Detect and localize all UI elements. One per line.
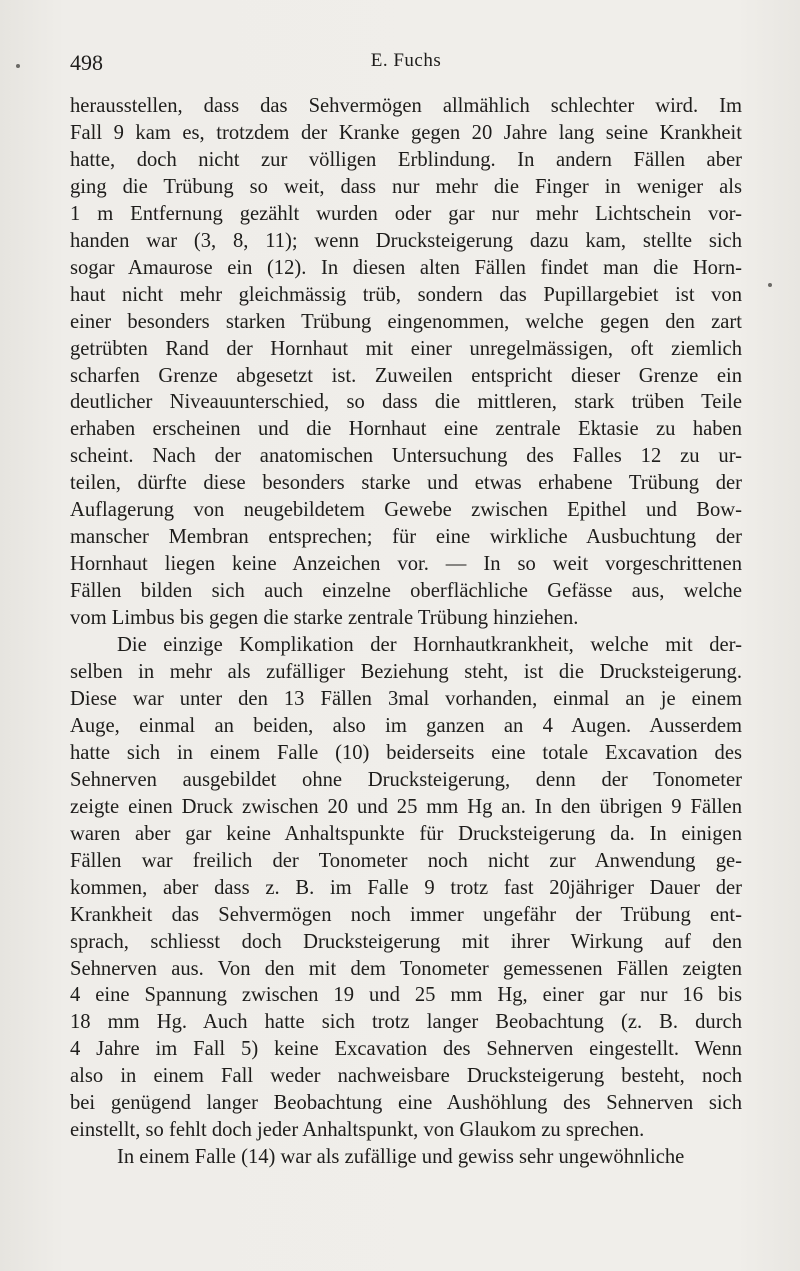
paragraph bbox=[70, 632, 742, 1144]
text-line: selben in mehr als zufälliger Beziehung steht, ist die Drucksteigerung. bbox=[70, 661, 742, 684]
text-line: Fällen war freilich der Tonometer noch nicht zur Anwendung ge- bbox=[70, 849, 742, 872]
margin-speck bbox=[16, 64, 20, 68]
text-line: waren aber gar keine Anhaltspunkte für Drucksteigerung da. In einigen bbox=[70, 822, 742, 845]
text-line: deutlicher Niveauunterschied, so dass die mittleren, stark trüben Teile bbox=[70, 391, 742, 414]
text-line: getrübten Rand der Hornhaut mit einer unregelmässigen, oft ziemlich bbox=[70, 337, 742, 360]
text-line: sprach, schliesst doch Drucksteigerung mit ihrer Wirkung auf den bbox=[70, 930, 742, 953]
text-line: Diese war unter den 13 Fällen 3mal vorhanden, einmal an je einem bbox=[70, 687, 742, 710]
text-line: ging die Trübung so weit, dass nur mehr die Finger in weniger als bbox=[70, 175, 742, 198]
paragraph bbox=[70, 93, 742, 632]
text-line: Die einzige Komplikation der Hornhautkrankheit, welche mit der- bbox=[117, 634, 742, 657]
text-line: Fällen bilden sich auch einzelne oberflächliche Gefässe aus, welche bbox=[70, 580, 742, 603]
text-line: 4 eine Spannung zwischen 19 und 25 mm Hg, einer gar nur 16 bis bbox=[70, 984, 742, 1007]
text-line: einstellt, so fehlt doch jeder Anhaltspunkt, von Glaukom zu sprechen. bbox=[70, 1119, 645, 1142]
text-line: erhaben erscheinen und die Hornhaut eine zentrale Ektasie zu haben bbox=[70, 418, 742, 441]
text-line: zeigte einen Druck zwischen 20 und 25 mm Hg an. In den übrigen 9 Fällen bbox=[70, 795, 742, 818]
text-line: hatte sich in einem Falle (10) beiderseits eine totale Excavation des bbox=[70, 741, 742, 764]
text-line: handen war (3, 8, 11); wenn Drucksteigerung dazu kam, stellte sich bbox=[70, 229, 742, 252]
text-line: einer besonders starken Trübung eingenommen, welche gegen den zart bbox=[70, 310, 742, 333]
margin-speck bbox=[768, 283, 772, 287]
text-line: sogar Amaurose ein (12). In diesen alten Fällen findet man die Horn- bbox=[70, 256, 742, 279]
page-header bbox=[70, 50, 742, 80]
text-line: 4 Jahre im Fall 5) keine Excavation des Sehnerven eingestellt. Wenn bbox=[70, 1038, 742, 1061]
text-line: kommen, aber dass z. B. im Falle 9 trotz fast 20jähriger Dauer der bbox=[70, 876, 742, 899]
text-line: Auge, einmal an beiden, also im ganzen an 4 Augen. Ausserdem bbox=[70, 714, 742, 737]
text-line: scheint. Nach der anatomischen Untersuchung des Falles 12 zu ur- bbox=[70, 445, 742, 468]
text-line: teilen, dürfte diese besonders starke und etwas erhabene Trübung der bbox=[70, 472, 742, 495]
text-line: Fall 9 kam es, trotzdem der Kranke gegen 20 Jahre lang seine Krankheit bbox=[70, 121, 742, 144]
text-line: 18 mm Hg. Auch hatte sich trotz langer Beobachtung (z. B. durch bbox=[70, 1011, 742, 1034]
page-number: 498 bbox=[70, 50, 103, 75]
text-line: haut nicht mehr gleichmässig trüb, sondern das Pupillargebiet ist von bbox=[70, 283, 742, 306]
body-text bbox=[70, 93, 742, 1171]
text-line: bei genügend langer Beobachtung eine Aushöhlung des Sehnerven sich bbox=[70, 1092, 742, 1115]
text-line: Hornhaut liegen keine Anzeichen vor. — In so weit vorgeschrittenen bbox=[70, 553, 742, 576]
paragraph bbox=[70, 1144, 742, 1171]
text-line: 1 m Entfernung gezählt wurden oder gar nur mehr Lichtschein vor- bbox=[70, 202, 742, 225]
text-line: Auflagerung von neugebildetem Gewebe zwischen Epithel und Bow- bbox=[70, 499, 742, 522]
text-line: In einem Falle (14) war als zufällige und gewiss sehr ungewöhnliche bbox=[117, 1146, 685, 1169]
text-line: also in einem Fall weder nachweisbare Drucksteigerung besteht, noch bbox=[70, 1065, 742, 1088]
text-line: herausstellen, dass das Sehvermögen allmählich schlechter wird. Im bbox=[70, 95, 742, 117]
text-line: scharfen Grenze abgesetzt ist. Zuweilen entspricht dieser Grenze ein bbox=[70, 364, 742, 387]
text-line: Krankheit das Sehvermögen noch immer ungefähr der Trübung ent- bbox=[70, 903, 742, 926]
text-line: vom Limbus bis gegen die starke zentrale Trübung hinziehen. bbox=[70, 607, 579, 630]
text-line: manscher Membran entsprechen; für eine wirkliche Ausbuchtung der bbox=[70, 526, 742, 549]
text-line: Sehnerven aus. Von den mit dem Tonometer gemessenen Fällen zeigten bbox=[70, 957, 742, 980]
running-head: E. Fuchs bbox=[370, 50, 442, 71]
text-line: Sehnerven ausgebildet ohne Drucksteigerung, denn der Tonometer bbox=[70, 768, 742, 791]
text-line: hatte, doch nicht zur völligen Erblindung. In andern Fällen aber bbox=[70, 148, 742, 171]
